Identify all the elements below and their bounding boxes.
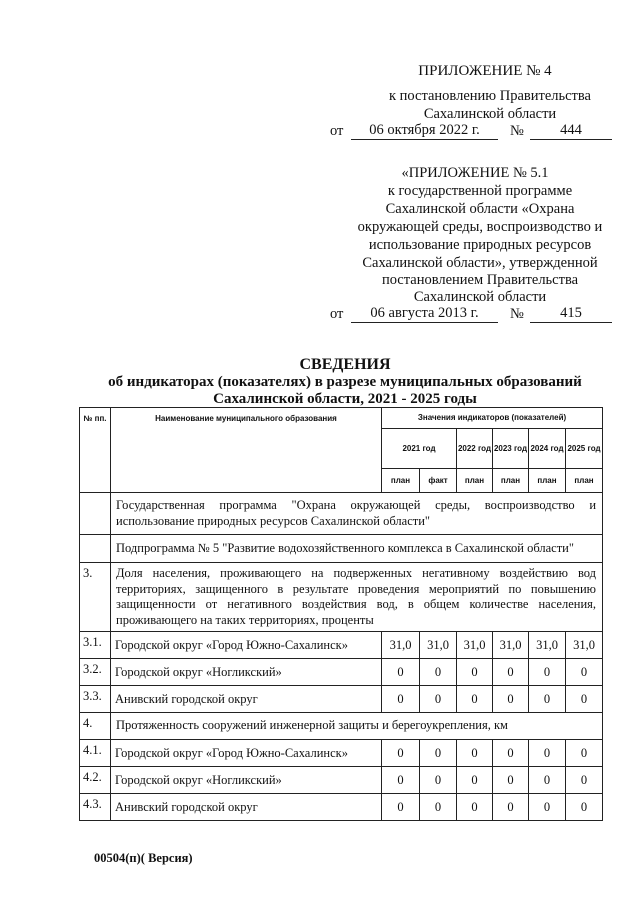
header-year-2024: 2024 год <box>529 429 566 469</box>
appendix-prev-line-6: постановлением Правительства <box>381 272 579 288</box>
program-row: Государственная программа "Охрана окружающей среды, воспроизводство и использование природных ресурсов Сахалинской области" <box>111 493 603 535</box>
doc-subtitle-1: об индикаторах (показателях) в разрезе муниципальных образований <box>108 374 582 390</box>
appendix-prev-line-3: окружающей среды, воспроизводство и <box>357 219 603 235</box>
indicator-4-text: Протяженность сооружений инженерной защиты и берегоукрепления, км <box>111 713 603 740</box>
footer-code: 00504(п)( Версия) <box>94 851 193 865</box>
header-plan: план <box>493 469 529 493</box>
header-num: № пп. <box>80 408 111 493</box>
header-year-2022: 2022 год <box>457 429 493 469</box>
appendix-prev-date: 06 августа 2013 г. <box>351 305 498 323</box>
appendix-prev-line-5: Сахалинской области», утвержденной <box>362 255 598 271</box>
table-row: 3.1. Городской округ «Город Южно-Сахалинск» 31,0 31,0 31,0 31,0 31,0 31,0 <box>80 632 603 659</box>
indicator-3-text: Доля населения, проживающего на подверженных негативному воздействию вод территориях, защищенного в результате проведения мероприятий по повышению защищенности от негативного воздействия вод, в общем количестве населения, проживающего на таких территориях, проценты <box>111 563 603 632</box>
appendix-number: 444 <box>530 122 612 140</box>
table-row: 4.1. Городской округ «Город Южно-Сахалинск» 0 0 0 0 0 0 <box>80 740 603 767</box>
header-plan: план <box>457 469 493 493</box>
appendix-prev-line-4: использование природных ресурсов <box>368 237 592 253</box>
header-values: Значения индикаторов (показателей) <box>382 408 603 429</box>
indicator-3-num: 3. <box>80 563 111 632</box>
table-row: 3.2. Городской округ «Ногликский» 0 0 0 0 0 0 <box>80 659 603 686</box>
header-year-2025: 2025 год <box>566 429 603 469</box>
appendix-date: 06 октября 2022 г. <box>351 122 498 140</box>
header-year-2023: 2023 год <box>493 429 529 469</box>
appendix-from-label: от <box>330 123 344 139</box>
appendix-prev-line-2: Сахалинской области «Охрана <box>385 201 575 217</box>
table-row: 3.3. Анивский городской округ 0 0 0 0 0 0 <box>80 686 603 713</box>
appendix-prev-title: «ПРИЛОЖЕНИЕ № 5.1 <box>401 165 549 181</box>
header-name: Наименование муниципального образования <box>111 408 382 493</box>
appendix-prev-num-label: № <box>510 306 524 322</box>
header-plan: план <box>382 469 420 493</box>
appendix-title: ПРИЛОЖЕНИЕ № 4 <box>418 63 552 79</box>
appendix-prev-number: 415 <box>530 305 612 323</box>
header-plan: план <box>566 469 603 493</box>
doc-subtitle-2: Сахалинской области, 2021 - 2025 годы <box>213 391 477 407</box>
appendix-line-1: к постановлению Правительства <box>389 88 591 104</box>
header-plan: план <box>529 469 566 493</box>
header-fact: факт <box>420 469 457 493</box>
indicator-4-num: 4. <box>80 713 111 740</box>
appendix-num-label: № <box>510 123 524 139</box>
indicators-table <box>79 407 603 821</box>
subprogram-row: Подпрограмма № 5 "Развитие водохозяйственного комплекса в Сахалинской области" <box>111 535 603 563</box>
appendix-prev-from-label: от <box>330 306 344 322</box>
table-row: 4.3. Анивский городской округ 0 0 0 0 0 0 <box>80 794 603 821</box>
appendix-line-2: Сахалинской области <box>423 106 557 122</box>
header-year-2021: 2021 год <box>382 429 457 469</box>
appendix-prev-line-7: Сахалинской области <box>413 289 547 305</box>
table-row: 4.2. Городской округ «Ногликский» 0 0 0 0 0 0 <box>80 767 603 794</box>
doc-title: СВЕДЕНИЯ <box>299 356 391 373</box>
appendix-prev-line-1: к государственной программе <box>387 183 573 199</box>
